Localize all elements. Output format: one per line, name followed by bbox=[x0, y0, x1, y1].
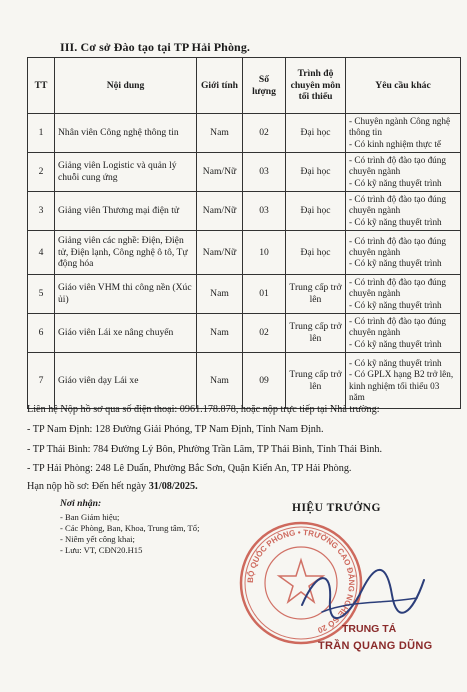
row-gender: Nam bbox=[197, 275, 243, 314]
contact-text: Liên hệ Nộp hồ sơ qua số điện thoại: 0961.178.878, hoặc nộp trực tiếp tại Nhà trường: bbox=[27, 404, 380, 415]
row-level: Trung cấp trở lên bbox=[286, 353, 346, 409]
recipients-list bbox=[60, 512, 200, 556]
row-level: Đại học bbox=[286, 114, 346, 153]
row-content: Giảng viên Logistic và quản lý chuỗi cung ứng bbox=[55, 153, 197, 192]
row-quantity: 03 bbox=[243, 153, 286, 192]
requirement-line: - Chuyên ngành Công nghệ thông tin bbox=[349, 116, 451, 138]
table-row bbox=[28, 275, 461, 314]
row-gender: Nam bbox=[197, 114, 243, 153]
header-content: Nội dung bbox=[55, 58, 197, 114]
row-quantity: 01 bbox=[243, 275, 286, 314]
address-thai-binh: - TP Thái Bình: 784 Đường Lý Bôn, Phường Trần Lãm, TP Thái Bình, Tỉnh Thái Bình. bbox=[27, 444, 383, 455]
table-row bbox=[28, 114, 461, 153]
row-gender: Nam bbox=[197, 353, 243, 409]
row-gender: Nam/Nữ bbox=[197, 231, 243, 275]
row-tt: 1 bbox=[28, 114, 55, 153]
row-content: Giảng viên Thương mại điện tử bbox=[55, 192, 197, 231]
row-tt: 4 bbox=[28, 231, 55, 275]
table-row bbox=[28, 314, 461, 353]
header-level: Trình độ chuyên môn tối thiểu bbox=[286, 58, 346, 114]
row-requirements bbox=[346, 353, 461, 409]
handwritten-signature bbox=[292, 560, 432, 630]
requirement-line: - Có kỹ năng thuyết trình bbox=[349, 358, 442, 369]
row-requirements bbox=[346, 314, 461, 353]
row-tt: 5 bbox=[28, 275, 55, 314]
deadline-label: Hạn nộp hồ sơ: Đến hết ngày bbox=[27, 481, 149, 492]
section-title: III. Cơ sở Đào tạo tại TP Hải Phòng. bbox=[60, 40, 251, 54]
requirement-line: - Có GPLX hạng B2 trở lên, kinh nghiệm tối thiểu 03 năm bbox=[349, 369, 454, 402]
table-row bbox=[28, 353, 461, 409]
requirement-line: - Có trình độ đào tạo đúng chuyên ngành bbox=[349, 155, 446, 177]
recipients-title: Nơi nhận: bbox=[60, 498, 102, 509]
recipient-item: - Các Phòng, Ban, Khoa, Trung tâm, Tổ; bbox=[60, 523, 200, 533]
requirement-line: - Có kỹ năng thuyết trình bbox=[349, 338, 442, 349]
row-requirements bbox=[346, 275, 461, 314]
deadline bbox=[27, 481, 198, 492]
row-requirements bbox=[346, 153, 461, 192]
row-quantity: 10 bbox=[243, 231, 286, 275]
signatory-title: HIỆU TRƯỞNG bbox=[292, 502, 381, 514]
row-gender: Nam/Nữ bbox=[197, 192, 243, 231]
row-level: Trung cấp trở lên bbox=[286, 314, 346, 353]
table-row bbox=[28, 153, 461, 192]
header-requirements: Yêu cầu khác bbox=[346, 58, 461, 114]
row-requirements bbox=[346, 231, 461, 275]
recipient-item: - Lưu: VT, CĐN20.H15 bbox=[60, 545, 143, 555]
recipient-item: - Niêm yết công khai; bbox=[60, 534, 135, 544]
row-content: Giáo viên VHM thi công nền (Xúc ủi) bbox=[55, 275, 197, 314]
requirement-line: - Có kỹ năng thuyết trình bbox=[349, 177, 442, 188]
stamp-text: BỘ QUỐC PHÒNG • TRƯỜNG CAO ĐẲNG NGHỀ SỐ 20 bbox=[245, 527, 357, 635]
row-gender: Nam bbox=[197, 314, 243, 353]
row-level: Đại học bbox=[286, 153, 346, 192]
requirement-line: - Có trình độ đào tạo đúng chuyên ngành bbox=[349, 277, 446, 299]
requirement-line: - Có kỹ năng thuyết trình bbox=[349, 299, 442, 310]
table-row bbox=[28, 231, 461, 275]
requirement-line: - Có kinh nghiệm thực tế bbox=[349, 138, 441, 149]
row-level: Trung cấp trở lên bbox=[286, 275, 346, 314]
requirement-line: - Có kỹ năng thuyết trình bbox=[349, 258, 442, 269]
row-content: Giáo viên Lái xe nâng chuyển bbox=[55, 314, 197, 353]
recipient-item: - Ban Giám hiệu; bbox=[60, 512, 120, 522]
requirement-line: - Có trình độ đào tạo đúng chuyên ngành bbox=[349, 316, 446, 338]
row-requirements bbox=[346, 192, 461, 231]
row-content: Giảng viên các nghề: Điện, Điện tử, Điện lạnh, Công nghệ ô tô, Tự động hóa bbox=[55, 231, 197, 275]
signer-rank: TRUNG TÁ bbox=[342, 623, 397, 635]
address-nam-dinh: - TP Nam Định: 128 Đường Giải Phóng, TP Nam Định, Tỉnh Nam Định. bbox=[27, 424, 324, 435]
requirement-line: - Có kỹ năng thuyết trình bbox=[349, 216, 442, 227]
row-content: Giáo viên dạy Lái xe bbox=[55, 353, 197, 409]
row-quantity: 02 bbox=[243, 114, 286, 153]
address-hai-phong: - TP Hải Phòng: 248 Lê Duẩn, Phường Bắc Sơn, Quận Kiến An, TP Hải Phòng. bbox=[27, 463, 352, 474]
header-quantity: Số lượng bbox=[243, 58, 286, 114]
row-quantity: 09 bbox=[243, 353, 286, 409]
header-gender: Giới tính bbox=[197, 58, 243, 114]
deadline-date: 31/08/2025. bbox=[148, 481, 198, 492]
row-requirements bbox=[346, 114, 461, 153]
row-level: Đại học bbox=[286, 192, 346, 231]
row-gender: Nam/Nữ bbox=[197, 153, 243, 192]
row-quantity: 02 bbox=[243, 314, 286, 353]
signer-name: TRẦN QUANG DŨNG bbox=[318, 640, 433, 652]
row-tt: 6 bbox=[28, 314, 55, 353]
row-quantity: 03 bbox=[243, 192, 286, 231]
row-content: Nhân viên Công nghệ thông tin bbox=[55, 114, 197, 153]
row-level: Đại học bbox=[286, 231, 346, 275]
table-row bbox=[28, 192, 461, 231]
row-tt: 2 bbox=[28, 153, 55, 192]
recruitment-table bbox=[27, 57, 461, 409]
requirement-line: - Có trình độ đào tạo đúng chuyên ngành bbox=[349, 235, 446, 257]
header-tt: TT bbox=[28, 58, 55, 114]
row-tt: 7 bbox=[28, 353, 55, 409]
row-tt: 3 bbox=[28, 192, 55, 231]
requirement-line: - Có trình độ đào tạo đúng chuyên ngành bbox=[349, 194, 446, 216]
